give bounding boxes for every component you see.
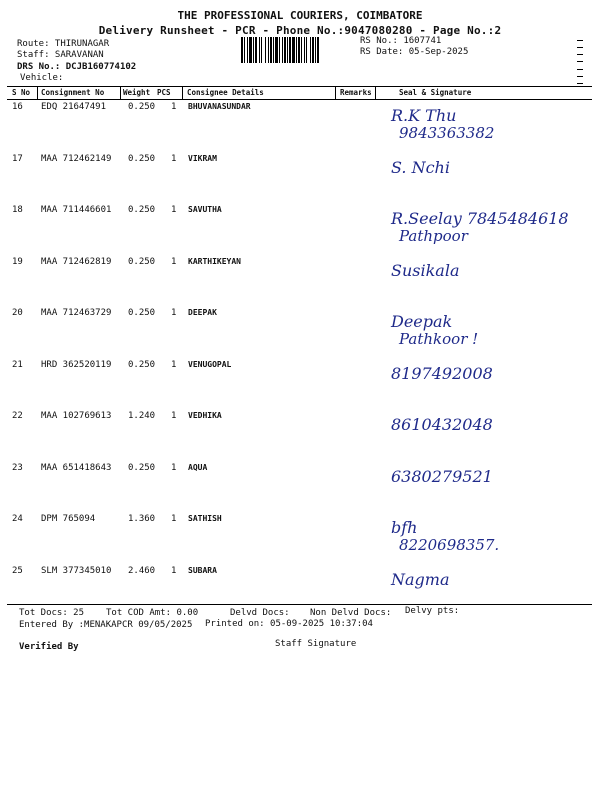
row-consignee: VEDHIKA bbox=[188, 411, 222, 420]
row-weight: 0.250 bbox=[128, 360, 156, 370]
signature-handwriting: Nagma bbox=[391, 570, 450, 589]
signature-handwriting: Susikala bbox=[391, 261, 460, 280]
row-consignee: VIKRAM bbox=[188, 154, 217, 163]
row-sno: 19 bbox=[12, 257, 23, 267]
signature-handwriting: S. Nchi bbox=[391, 158, 450, 177]
footer-divider bbox=[7, 604, 592, 605]
row-pcs: 1 bbox=[171, 463, 177, 473]
signature-handwriting: R.K Thu bbox=[391, 106, 457, 125]
row-sno: 21 bbox=[12, 360, 23, 370]
row-consignment: MAA 102769613 bbox=[41, 411, 112, 421]
col-divider bbox=[335, 86, 336, 99]
row-pcs: 1 bbox=[171, 514, 177, 524]
row-consignee: BHUVANASUNDAR bbox=[188, 102, 251, 111]
row-consignee: DEEPAK bbox=[188, 308, 217, 317]
signature-handwriting: 6380279521 bbox=[391, 467, 493, 486]
signature-handwriting: bfh bbox=[391, 518, 418, 537]
row-consignee: VENUGOPAL bbox=[188, 360, 232, 369]
verified-by: Verified By bbox=[19, 642, 79, 652]
col-pcs: PCS bbox=[157, 88, 171, 97]
barcode-image bbox=[241, 37, 354, 63]
staff-signature-label: Staff Signature bbox=[275, 639, 357, 649]
row-consignment: EDQ 21647491 bbox=[41, 102, 107, 112]
row-consignment: MAA 711446601 bbox=[41, 205, 112, 215]
row-pcs: 1 bbox=[171, 566, 177, 576]
row-consignment: HRD 362520119 bbox=[41, 360, 112, 370]
row-consignment: MAA 712462819 bbox=[41, 257, 112, 267]
printed-on: Printed on: 05-09-2025 10:37:04 bbox=[205, 619, 373, 629]
signature-handwriting: 8197492008 bbox=[391, 364, 493, 383]
tot-cod-amount: Tot COD Amt: 0.00 bbox=[106, 608, 199, 618]
col-weight: Weight bbox=[123, 88, 151, 97]
row-sno: 20 bbox=[12, 308, 23, 318]
col-divider bbox=[120, 86, 121, 99]
row-weight: 0.250 bbox=[128, 102, 156, 112]
row-pcs: 1 bbox=[171, 102, 177, 112]
row-weight: 0.250 bbox=[128, 463, 156, 473]
company-title: THE PROFESSIONAL COURIERS, COIMBATORE bbox=[177, 9, 423, 22]
table-header bbox=[7, 86, 592, 100]
row-weight: 1.240 bbox=[128, 411, 156, 421]
entered-by: Entered By :MENAKAPCR 09/05/2025 bbox=[19, 620, 193, 630]
row-weight: 0.250 bbox=[128, 205, 156, 215]
staff-label: Staff: SARAVANAN bbox=[17, 50, 104, 60]
row-sno: 16 bbox=[12, 102, 23, 112]
row-consignment: SLM 377345010 bbox=[41, 566, 112, 576]
drs-number: DRS No.: DCJB160774102 bbox=[17, 62, 137, 72]
row-consignment: MAA 651418643 bbox=[41, 463, 112, 473]
signature-phone-handwriting: 9843363382 bbox=[399, 124, 495, 142]
row-sno: 24 bbox=[12, 514, 23, 524]
col-divider bbox=[37, 86, 38, 99]
row-pcs: 1 bbox=[171, 205, 177, 215]
signature-phone-handwriting: Pathpoor bbox=[399, 227, 468, 245]
row-pcs: 1 bbox=[171, 308, 177, 318]
signature-handwriting: R.Seelay 7845484618 bbox=[391, 209, 569, 228]
runsheet-title: Delivery Runsheet - PCR - Phone No.:9047080280 - Page No.:2 bbox=[98, 24, 502, 37]
row-consignment: MAA 712463729 bbox=[41, 308, 112, 318]
rs-date: RS Date: 05-Sep-2025 bbox=[360, 47, 469, 57]
row-sno: 25 bbox=[12, 566, 23, 576]
row-sno: 17 bbox=[12, 154, 23, 164]
row-consignee: SUBARA bbox=[188, 566, 217, 575]
signature-handwriting: Deepak bbox=[391, 312, 453, 331]
signature-phone-handwriting: Pathkoor ! bbox=[399, 330, 479, 348]
vehicle-label: Vehicle: bbox=[20, 73, 64, 83]
tot-docs: Tot Docs: 25 bbox=[19, 608, 85, 618]
col-consignee: Consignee Details bbox=[187, 88, 264, 97]
col-divider bbox=[182, 86, 183, 99]
row-consignee: AQUA bbox=[188, 463, 208, 472]
route-label: Route: THIRUNAGAR bbox=[17, 39, 110, 49]
row-pcs: 1 bbox=[171, 154, 177, 164]
col-divider bbox=[375, 86, 376, 99]
row-sno: 23 bbox=[12, 463, 23, 473]
row-consignment: MAA 712462149 bbox=[41, 154, 112, 164]
col-seal: Seal & Signature bbox=[399, 88, 472, 97]
row-weight: 0.250 bbox=[128, 154, 156, 164]
row-consignee: SATHISH bbox=[188, 514, 222, 523]
col-sno: S No bbox=[12, 88, 31, 97]
non-delivered-docs: Non Delvd Docs: bbox=[310, 608, 392, 618]
col-remarks: Remarks bbox=[340, 88, 372, 97]
row-sno: 18 bbox=[12, 205, 23, 215]
rs-number: RS No.: 1607741 bbox=[360, 36, 442, 46]
row-consignee: KARTHIKEYAN bbox=[188, 257, 241, 266]
delivered-docs: Delvd Docs: bbox=[230, 608, 290, 618]
signature-handwriting: 8610432048 bbox=[391, 415, 493, 434]
signature-phone-handwriting: 8220698357. bbox=[399, 536, 500, 554]
row-weight: 2.460 bbox=[128, 566, 156, 576]
delivery-points: Delvy pts: bbox=[405, 606, 460, 616]
row-pcs: 1 bbox=[171, 360, 177, 370]
col-consignment: Consignment No bbox=[41, 88, 105, 97]
row-consignee: SAVUTHA bbox=[188, 205, 222, 214]
margin-marks bbox=[575, 40, 585, 84]
row-sno: 22 bbox=[12, 411, 23, 421]
row-weight: 1.360 bbox=[128, 514, 156, 524]
row-consignment: DPM 765094 bbox=[41, 514, 96, 524]
row-weight: 0.250 bbox=[128, 308, 156, 318]
row-weight: 0.250 bbox=[128, 257, 156, 267]
row-pcs: 1 bbox=[171, 411, 177, 421]
row-pcs: 1 bbox=[171, 257, 177, 267]
